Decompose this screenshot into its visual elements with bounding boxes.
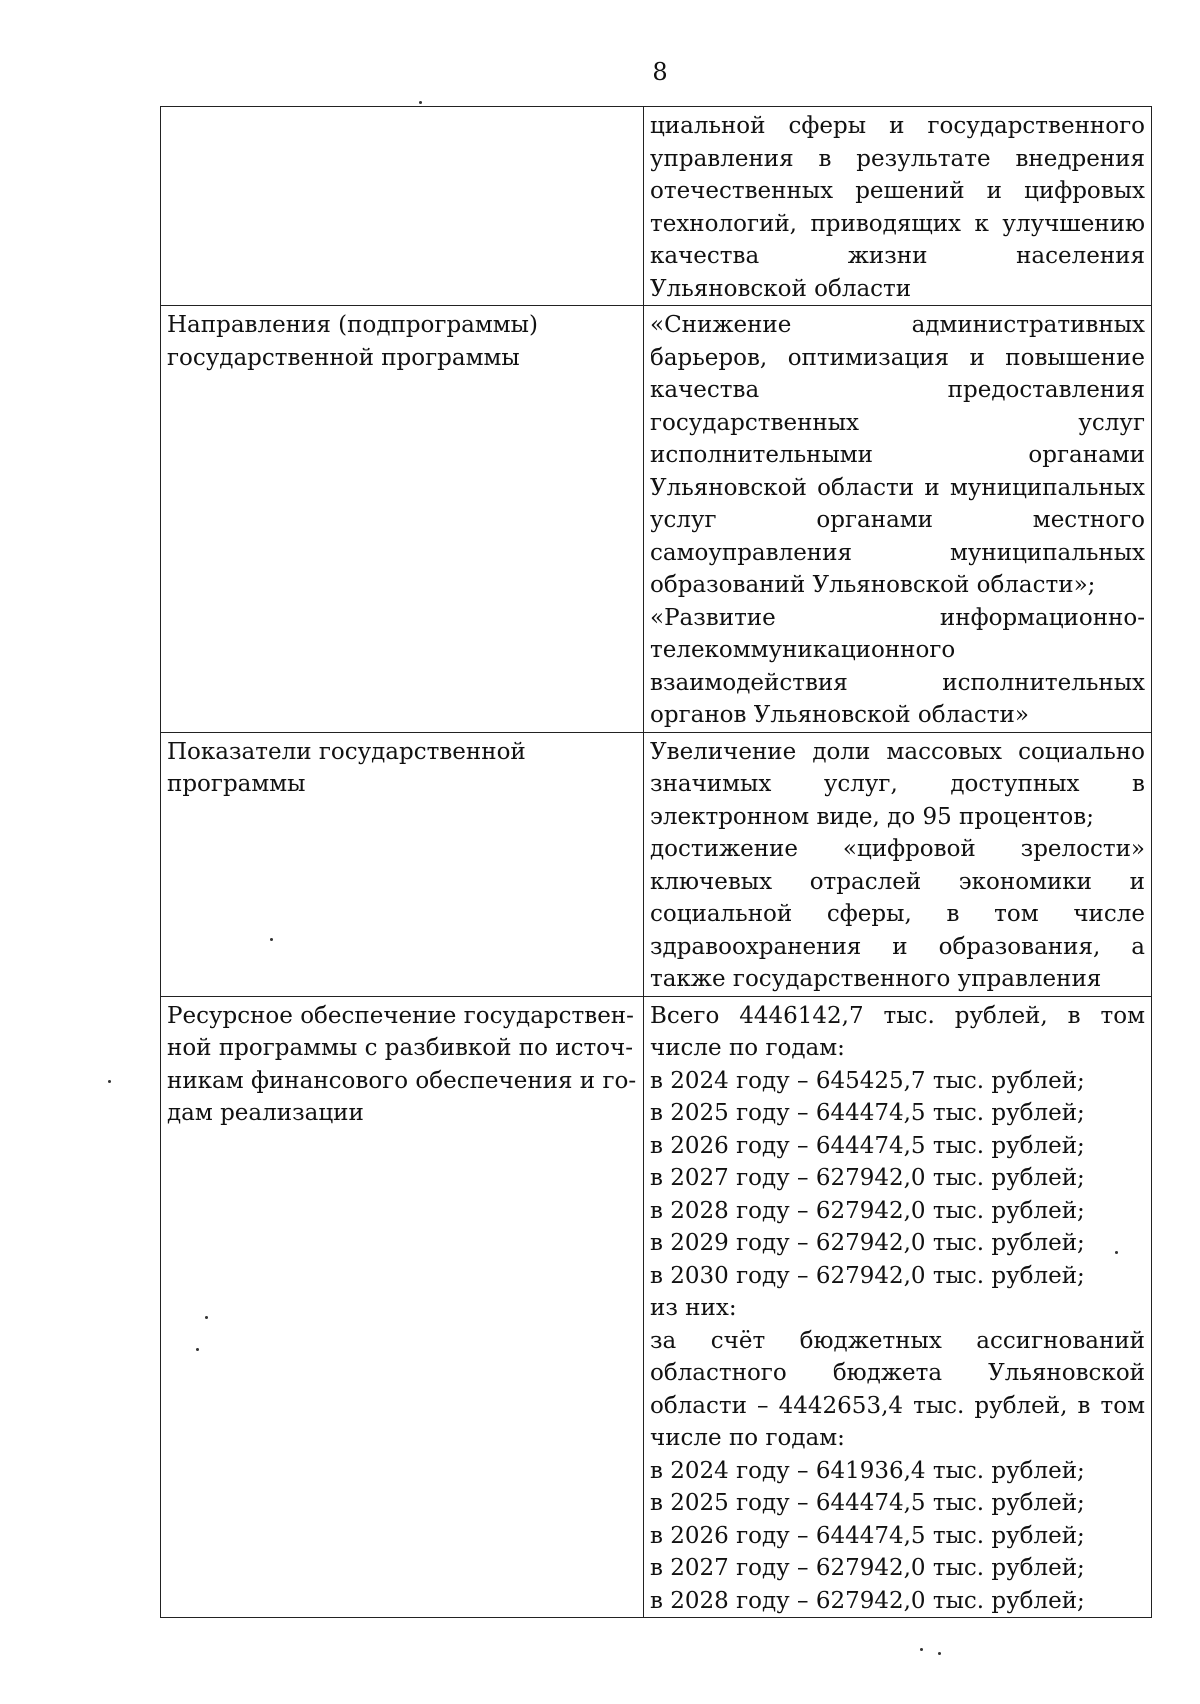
scan-speck (205, 1316, 208, 1319)
scan-speck (1115, 1251, 1118, 1254)
row-value-paragraph: в 2028 году – 627942,0 тыс. рублей; (650, 1587, 1085, 1614)
program-passport-table (160, 106, 1152, 1618)
row-value-cell (644, 996, 1152, 1618)
row-label-cell (161, 306, 644, 733)
row-label-line: дам реализации (167, 1100, 364, 1126)
row-label-cell (161, 732, 644, 996)
row-value-paragraph: в 2024 году – 645425,7 тыс. рублей; (650, 1067, 1085, 1094)
row-value-paragraph: в 2029 году – 627942,0 тыс. рублей; (650, 1230, 1085, 1256)
table-body (161, 107, 1152, 1618)
page-number: 8 (652, 58, 668, 86)
row-value-paragraph: в 2025 году – 644474,5 тыс. рублей; (650, 1490, 1085, 1516)
scan-speck (196, 1348, 199, 1351)
row-value-paragraph: в 2026 году – 644474,5 тыс. рублей; (650, 1132, 1085, 1159)
row-label-line: Ресурсное обеспечение государствен- (167, 1002, 634, 1029)
row-value-paragraph: достижение «цифровой зрелости» ключевых отраслей экономики и социальной сферы, в том числе здравоохранения и образования, а также государственного управления (650, 836, 1145, 992)
row-value-paragraph: циальной сферы и государственного управления в результате внедрения отечественных решений и цифровых технологий, приводящих к улучшению качества жизни населения Ульяновской области (650, 113, 1145, 302)
row-label-cell (161, 107, 644, 306)
row-value-cell (644, 107, 1152, 306)
table-row (161, 306, 1152, 733)
row-label-cell (161, 996, 644, 1618)
row-value-paragraph: Всего 4446142,7 тыс. рублей, в том числе по годам: (650, 1002, 1145, 1061)
scan-speck (108, 1080, 111, 1083)
table-row (161, 996, 1152, 1618)
row-label-line: ной программы с разбивкой по источ- (167, 1035, 634, 1061)
row-value-paragraph: «Снижение административных барьеров, оптимизация и повышение качества предоставления государственных услуг исполнительными органами Ульяновской области и муниципальных услуг органами местного самоуправления муниципальных образований Ульяновской области»; (650, 312, 1145, 598)
row-value-paragraph: в 2024 году – 641936,4 тыс. рублей; (650, 1457, 1085, 1484)
row-value-cell (644, 306, 1152, 733)
scan-speck (920, 1648, 923, 1651)
row-value-paragraph: за счёт бюджетных ассигнований областного бюджета Ульяновской области – 4442653,4 тыс. рублей, в том числе по годам: (650, 1327, 1145, 1451)
scan-speck (419, 101, 422, 104)
row-value-paragraph: в 2027 году – 627942,0 тыс. рублей; (650, 1555, 1085, 1581)
row-value-paragraph: в 2030 году – 627942,0 тыс. рублей; (650, 1262, 1085, 1289)
scan-speck (270, 938, 273, 941)
row-value-cell (644, 732, 1152, 996)
table-row (161, 107, 1152, 306)
row-label-line: никам финансового обеспечения и го- (167, 1067, 637, 1094)
row-value-paragraph: в 2028 году – 627942,0 тыс. рублей; (650, 1197, 1085, 1224)
scan-speck (938, 1652, 941, 1655)
row-value-paragraph: «Развитие информационно-телекоммуникационного взаимодействия исполнительных органов Ульяновской области» (650, 604, 1145, 728)
table-row (161, 732, 1152, 996)
row-label-line: государственной программы (167, 344, 520, 371)
row-value-paragraph: в 2027 году – 627942,0 тыс. рублей; (650, 1165, 1085, 1191)
row-value-paragraph: Увеличение доли массовых социально значимых услуг, доступных в электронном виде, до 95 процентов; (650, 738, 1145, 830)
row-value-paragraph: в 2026 году – 644474,5 тыс. рублей; (650, 1522, 1085, 1549)
row-label-line: Направления (подпрограммы) (167, 312, 538, 338)
row-value-paragraph: в 2025 году – 644474,5 тыс. рублей; (650, 1100, 1085, 1126)
row-label-line: Показатели государственной (167, 738, 526, 765)
row-value-paragraph: из них: (650, 1295, 737, 1321)
row-label-line: программы (167, 771, 306, 797)
